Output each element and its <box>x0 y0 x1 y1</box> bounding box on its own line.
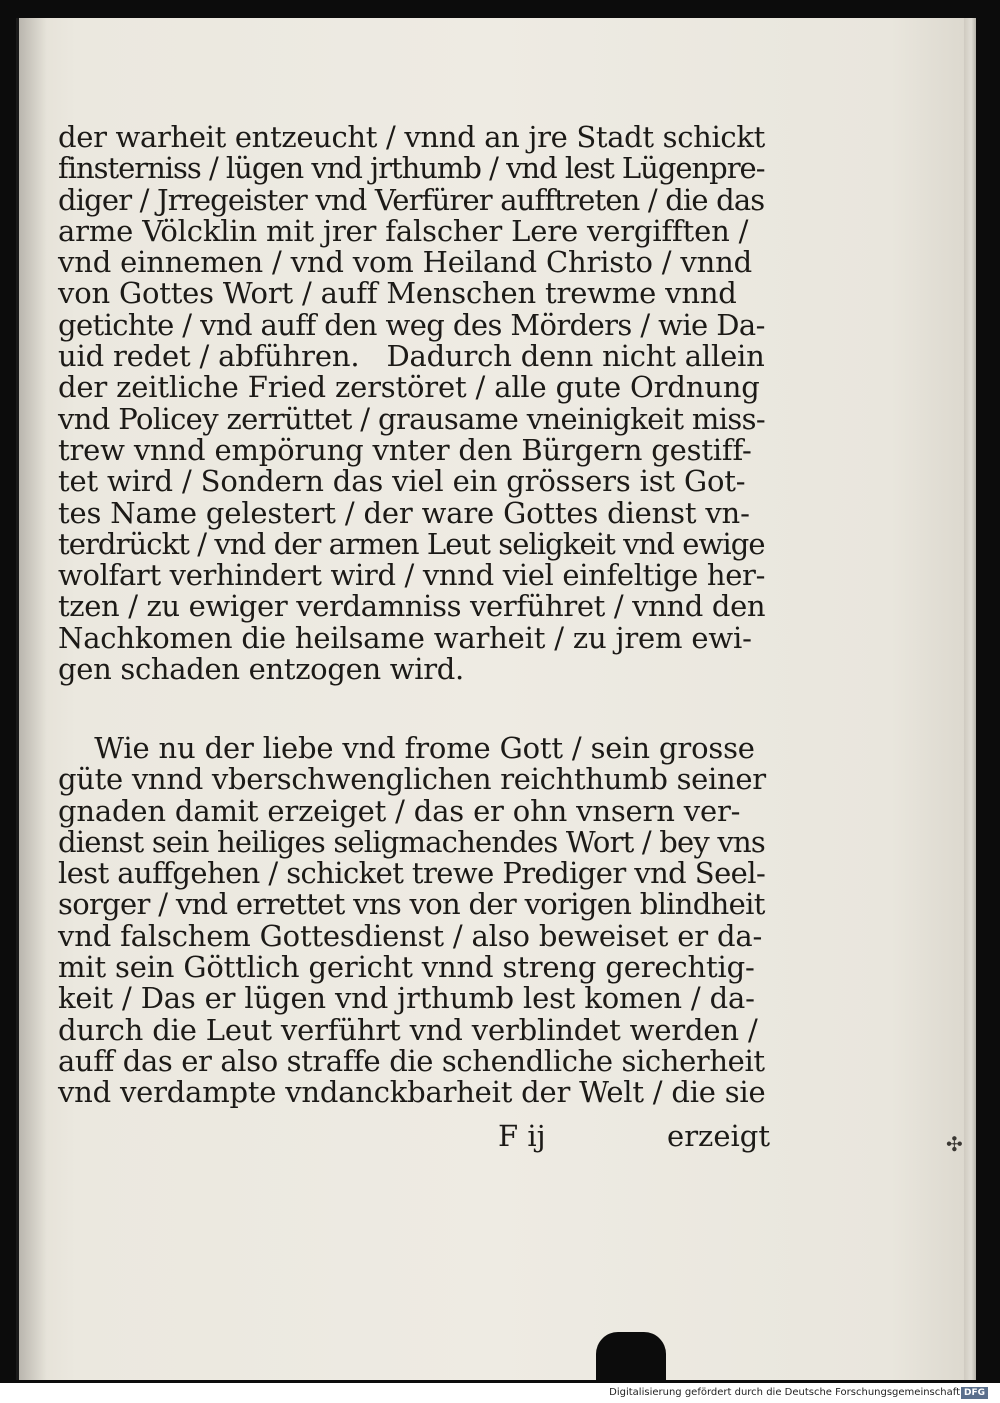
text-line: vnd Policey zerrüttet / grausame vneinigkeit miss- <box>58 401 766 436</box>
text-line: mit sein Göttlich gericht vnnd streng gerechtig- <box>58 950 755 985</box>
text-line: finsterniss / lügen vnd jrthumb / vnd lest Lügenpre- <box>58 151 765 186</box>
signature-mark: F ij <box>498 1119 546 1153</box>
text-line: vnd falschem Gottesdienst / also beweiset er da- <box>58 918 763 953</box>
digitization-bar <box>0 1383 1000 1403</box>
text-line: tes Name gelestert / der ware Gottes dienst vn- <box>58 495 750 530</box>
page-footer <box>58 1119 770 1155</box>
text-line: gnaden damit erzeiget / das er ohn vnsern ver- <box>58 793 741 828</box>
text-line: der zeitliche Fried zerstöret / alle gute Ordnung <box>58 370 760 405</box>
scan-clamp <box>596 1332 666 1383</box>
text-line: Nachkomen die heilsame warheit / zu jrem ewi- <box>58 620 752 655</box>
text-line: diger / Jrregeister vnd Verfürer aufftreten / die das <box>58 182 765 217</box>
text-line: getichte / vnd auff den weg des Mörders / wie Da- <box>58 307 765 342</box>
text-line: güte vnnd vberschwenglichen reichthumb seiner <box>58 762 766 797</box>
binding-shadow <box>19 18 47 1380</box>
text-line: vnd einnemen / vnd vom Heiland Christo / vnnd <box>58 245 753 280</box>
text-line: der warheit entzeucht / vnnd an jre Stadt schickt <box>58 120 765 154</box>
text-line: sorger / vnd errettet vns von der vorigen blindheit <box>58 887 765 922</box>
text-line: tet wird / Sondern das viel ein grössers ist Got- <box>58 464 746 499</box>
text-line: dienst sein heiliges seligmachendes Wort / bey vns <box>58 824 765 859</box>
text-line: von Gottes Wort / auff Menschen trewme vnnd <box>58 276 737 311</box>
text-line: wolfart verhindert wird / vnnd viel einfeltige her- <box>58 558 766 593</box>
margin-mark: ✣ <box>946 1132 963 1156</box>
text-line: vnd verdampte vndanckbarheit der Welt / die sie <box>58 1075 766 1110</box>
text-line: tzen / zu ewiger verdamniss verführet / vnnd den <box>58 589 766 624</box>
digitization-notice: Digitalisierung gefördert durch die Deutsche Forschungsgemeinschaft <box>609 1387 960 1398</box>
text-line: Wie nu der liebe vnd frome Gott / sein grosse <box>58 731 755 765</box>
paragraph-1 <box>58 122 778 685</box>
text-line: uid redet / abführen. Dadurch denn nicht allein <box>58 339 765 374</box>
text-line: gen schaden entzogen wird. <box>58 652 464 687</box>
paragraph-2 <box>58 733 778 1109</box>
text-line: auff das er also straffe die schendliche sicherheit <box>58 1043 765 1078</box>
text-line: terdrückt / vnd der armen Leut seligkeit vnd ewige <box>58 526 765 561</box>
text-line: lest auffgehen / schicket trewe Prediger vnd Seel- <box>58 856 766 891</box>
text-line: durch die Leut verführt vnd verblindet werden / <box>58 1012 758 1047</box>
page-edge <box>964 18 976 1380</box>
text-line: arme Völcklin mit jrer falscher Lere vergifften / <box>58 213 749 248</box>
catchword: erzeigt <box>667 1119 770 1153</box>
dfg-logo: DFG <box>961 1387 988 1399</box>
text-line: keit / Das er lügen vnd jrthumb lest komen / da- <box>58 981 755 1016</box>
text-line: trew vnnd empörung vnter den Bürgern gestiff- <box>58 432 752 467</box>
